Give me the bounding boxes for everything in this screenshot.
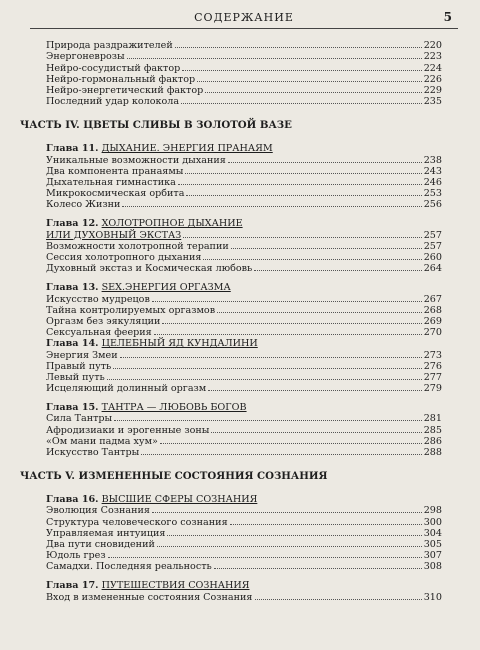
entry-title: Структура человеческого сознания [46, 516, 228, 528]
toc-entry [46, 85, 442, 96]
entry-page: 268 [423, 304, 442, 316]
part-heading: ЧАСТЬ IV. ЦВЕТЫ СЛИВЫ В ЗОЛОТОЙ ВАЗЕ [20, 119, 292, 132]
entry-title: Дыхательная гимнастика [46, 176, 176, 188]
dot-leader [157, 546, 422, 547]
toc-entry [46, 316, 442, 327]
toc-entry [46, 327, 442, 338]
toc-entry [46, 51, 442, 62]
toc-entry [46, 241, 442, 252]
chapter-heading [46, 282, 442, 293]
entry-page: 220 [423, 40, 442, 52]
dot-leader [152, 301, 422, 302]
running-title: СОДЕРЖАНИЕ [194, 11, 294, 24]
chapter-heading [46, 229, 442, 240]
dot-leader [254, 270, 421, 271]
dot-leader [141, 454, 421, 455]
chapter-heading [46, 143, 442, 154]
dot-leader [127, 58, 422, 59]
dot-leader [160, 443, 422, 444]
toc-entry [46, 383, 442, 394]
chapter-title: ПУТЕШЕСТВИЯ СОЗНАНИЯ [101, 580, 250, 592]
dot-leader [197, 81, 422, 82]
toc-entry [46, 188, 442, 199]
toc-entry [46, 550, 442, 561]
entry-page: 298 [423, 505, 442, 517]
chapter-label [46, 218, 243, 229]
entry-title: Последний удар колокола [46, 96, 180, 108]
toc-entry [46, 372, 442, 383]
entry-page: 270 [423, 327, 442, 339]
dot-leader [178, 184, 422, 185]
dot-leader [211, 432, 421, 433]
chapter-number: Глава 17. [46, 580, 99, 592]
dot-leader [228, 162, 422, 163]
entry-page: 226 [423, 73, 442, 85]
toc-entry [46, 361, 442, 372]
entry-title: Искусство мудрецов [46, 293, 150, 305]
chapter-heading [46, 580, 442, 591]
dot-leader [231, 248, 422, 249]
toc-entry [46, 539, 442, 550]
entry-page: 264 [423, 263, 442, 275]
entry-title: Уникальные возможности дыхания [46, 154, 226, 166]
entry-page: 300 [423, 516, 442, 528]
spacer [46, 482, 442, 494]
chapter-heading [46, 218, 442, 229]
chapter-number: Глава 15. [46, 402, 99, 414]
chapter-heading [46, 494, 442, 505]
toc-entry [46, 305, 442, 316]
entry-title: Тайна контролируемых оргазмов [46, 304, 216, 316]
entry-page: 276 [423, 360, 442, 372]
spacer [46, 458, 442, 470]
dot-leader [120, 357, 422, 358]
chapter-number: Глава 13. [46, 282, 99, 294]
entry-page: 288 [423, 447, 442, 458]
chapter-heading [46, 338, 442, 349]
toc-entry [46, 516, 442, 527]
toc-entry [46, 199, 442, 210]
chapter-title: SEX.ЭНЕРГИЯ ОРГАЗМА [101, 282, 231, 294]
toc-entry [46, 166, 442, 177]
entry-page: 285 [423, 424, 442, 436]
chapter-title: ИЛИ ДУХОВНЫЙ ЭКСТАЗ [46, 229, 182, 241]
entry-title: Искусство Тантры [46, 447, 140, 458]
toc-entry [46, 424, 442, 435]
entry-page: 269 [423, 315, 442, 327]
dot-leader [162, 323, 421, 324]
toc-entry [46, 154, 442, 165]
entry-title: Два пути сновидений [46, 538, 155, 550]
dot-leader [217, 312, 422, 313]
dot-leader [255, 599, 422, 600]
toc-entry [46, 177, 442, 188]
chapter-label [46, 338, 258, 349]
dot-leader [122, 206, 421, 207]
entry-title: Сила Тантры [46, 413, 113, 425]
entry-title: Самадхи. Последняя реальность [46, 561, 212, 573]
chapter-number: Глава 14. [46, 338, 99, 350]
page-number: 5 [443, 10, 452, 24]
entry-page: 305 [423, 538, 442, 550]
spacer [46, 107, 442, 119]
dot-leader [183, 237, 421, 238]
dot-leader [230, 524, 422, 525]
entry-title: Микрокосмическая орбита [46, 188, 185, 200]
entry-page: 277 [423, 371, 442, 383]
dot-leader [205, 92, 421, 93]
chapter-number: Глава 16. [46, 494, 99, 505]
entry-page: 310 [423, 591, 442, 603]
toc-entry [46, 96, 442, 107]
chapter-label [46, 580, 250, 591]
entry-title: Энергоневрозы [46, 51, 125, 63]
entry-title: Вход в измененные состояния Сознания [46, 591, 253, 603]
dot-leader [107, 379, 422, 380]
spacer [46, 131, 442, 143]
entry-page: 281 [423, 413, 442, 425]
entry-title: Два компонента пранаямы [46, 165, 184, 177]
chapter-title: ДЫХАНИЕ. ЭНЕРГИЯ ПРАНАЯМ [101, 143, 273, 155]
page-header [30, 6, 458, 29]
chapter-number: Глава 11. [46, 143, 99, 155]
dot-leader [186, 195, 421, 196]
entry-title: Природа раздражителей [46, 40, 173, 52]
spacer [46, 572, 442, 580]
entry-page: 260 [423, 252, 442, 263]
toc-entry [46, 436, 442, 447]
toc-entry [46, 349, 442, 360]
entry-title: Оргазм без эякуляции [46, 315, 161, 327]
dot-leader [181, 103, 422, 104]
entry-title: Колесо Жизни [46, 199, 121, 211]
dot-leader [108, 557, 422, 558]
toc-entry [46, 62, 442, 73]
dot-leader [214, 568, 422, 569]
dot-leader [185, 173, 421, 174]
entry-title: Сексуальная феерия [46, 327, 152, 339]
toc-entry [46, 40, 442, 51]
entry-title: Афродизиаки и эрогенные зоны [46, 424, 210, 436]
toc-entry [46, 413, 442, 424]
toc-entry [46, 293, 442, 304]
entry-title: Управляемая интуиция [46, 527, 166, 539]
entry-page: 256 [423, 199, 442, 211]
chapter-title: ЦЕЛЕБНЫЙ ЯД КУНДАЛИНИ [101, 338, 258, 350]
dot-leader [113, 368, 421, 369]
entry-title: Левый путь [46, 371, 105, 383]
entry-title: Нейро-энергетический фактор [46, 84, 204, 96]
entry-title: Духовный экстаз и Космическая любовь [46, 263, 253, 275]
dot-leader [152, 512, 422, 513]
chapter-label [46, 402, 247, 413]
chapter-label [46, 494, 257, 505]
entry-page: 308 [423, 561, 442, 573]
entry-title: Сессия холотропного дыхания [46, 252, 202, 263]
table-of-contents [20, 40, 442, 603]
entry-title: Эволюция Сознания [46, 505, 150, 517]
toc-entry [46, 252, 442, 263]
entry-page: 257 [423, 240, 442, 252]
entry-title: Нейро-сосудистый фактор [46, 62, 181, 74]
dot-leader [167, 535, 421, 536]
dot-leader [114, 420, 421, 421]
chapter-title: ХОЛОТРОПНОЕ ДЫХАНИЕ [101, 218, 243, 230]
entry-page: 304 [423, 527, 442, 539]
spacer [46, 394, 442, 402]
part-heading: ЧАСТЬ V. ИЗМЕНЕННЫЕ СОСТОЯНИЯ СОЗНАНИЯ [20, 470, 328, 482]
chapter-label [46, 143, 273, 154]
entry-page: 267 [423, 293, 442, 305]
toc-entry [46, 592, 442, 603]
entry-page: 238 [423, 154, 442, 166]
entry-title: «Ом мани падма хум» [46, 435, 158, 447]
toc-entry [46, 74, 442, 85]
entry-title: Юдоль грез [46, 550, 106, 562]
entry-page: 224 [423, 62, 442, 74]
entry-page: 307 [423, 550, 442, 562]
entry-page: 273 [423, 349, 442, 361]
chapter-number: Глава 12. [46, 218, 99, 230]
entry-title: Нейро-гормональный фактор [46, 73, 196, 85]
toc-entry [46, 263, 442, 274]
entry-page: 243 [423, 165, 442, 177]
entry-title: Энергия Змеи [46, 349, 118, 361]
entry-page: 246 [423, 176, 442, 188]
chapter-label [46, 282, 231, 293]
dot-leader [154, 334, 422, 335]
entry-page: 223 [423, 51, 442, 63]
chapter-label [46, 230, 181, 241]
toc-entry [46, 561, 442, 572]
entry-title: Исцеляющий долинный оргазм [46, 383, 207, 395]
entry-title: Правый путь [46, 360, 112, 372]
entry-page: 253 [423, 188, 442, 200]
chapter-page: 257 [423, 229, 442, 241]
dot-leader [203, 259, 421, 260]
spacer [46, 210, 442, 218]
dot-leader [208, 390, 421, 391]
dot-leader [182, 70, 421, 71]
entry-page: 235 [423, 96, 442, 108]
dot-leader [175, 47, 422, 48]
toc-entry [46, 505, 442, 516]
entry-page: 229 [423, 84, 442, 96]
chapter-heading [46, 402, 442, 413]
entry-page: 279 [423, 383, 442, 395]
toc-entry [46, 447, 442, 458]
entry-title: Возможности холотропной терапии [46, 240, 229, 252]
entry-page: 286 [423, 435, 442, 447]
chapter-title: ТАНТРА — ЛЮБОВЬ БОГОВ [101, 402, 247, 414]
chapter-title: ВЫСШИЕ СФЕРЫ СОЗНАНИЯ [101, 494, 258, 505]
toc-entry [46, 528, 442, 539]
spacer [46, 274, 442, 282]
